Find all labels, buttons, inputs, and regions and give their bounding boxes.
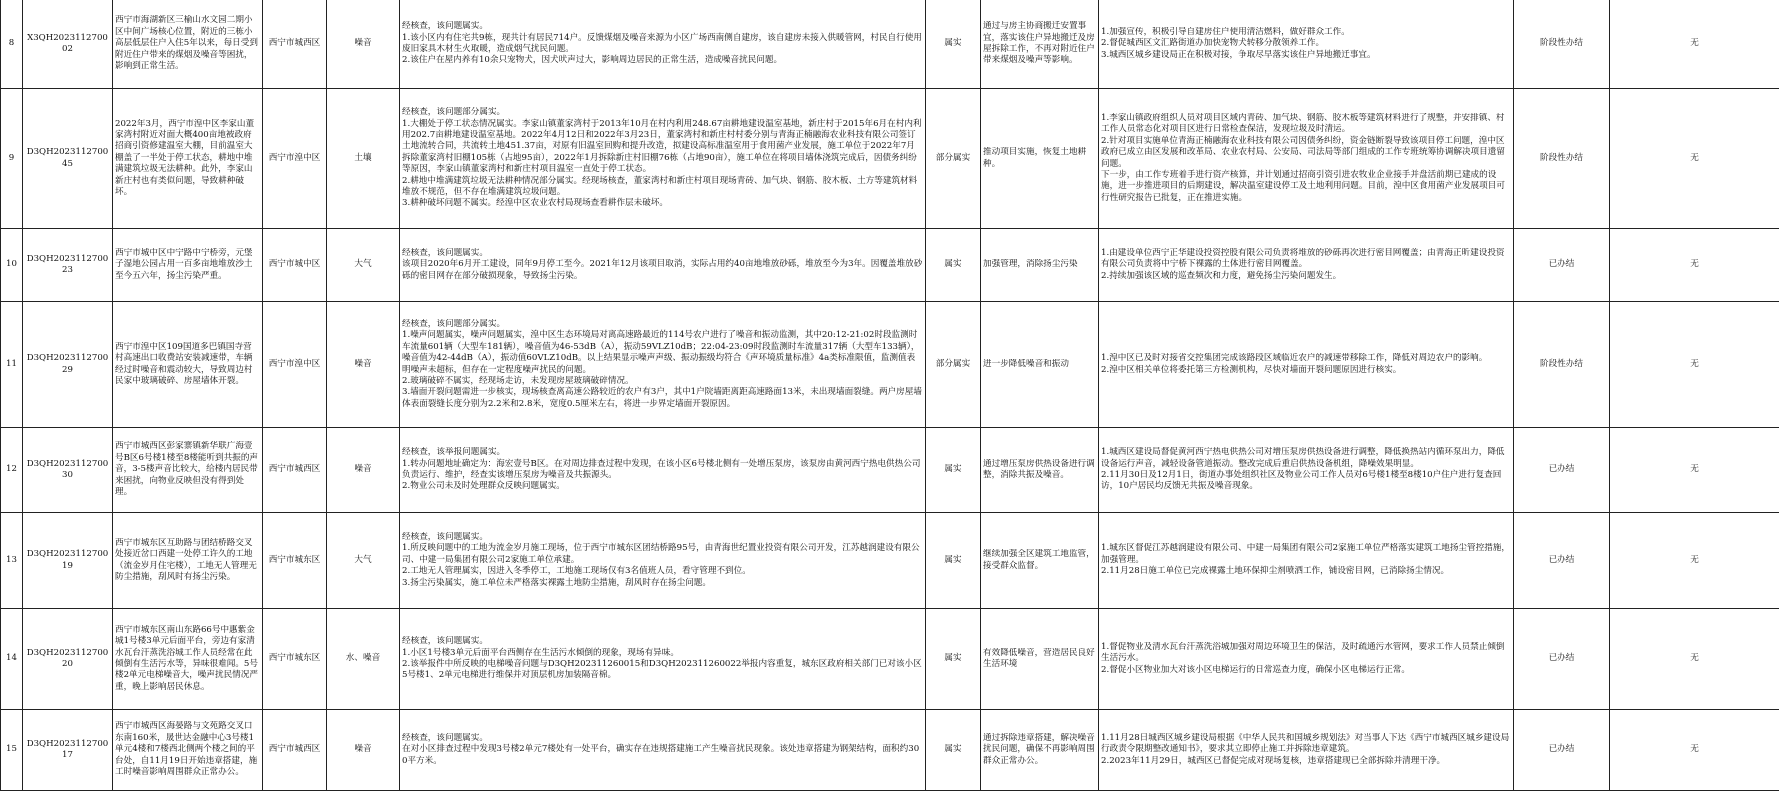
district: 西宁市城西区 (263, 0, 327, 89)
complaint-content (113, 302, 263, 428)
table-body (1, 0, 1779, 791)
investigation-text: 经核查，该问题属实。 在对小区排查过程中发现3号楼2单元7楼处有一处平台，确实存在违规搭建施工产生噪音扰民现象。该处违章搭建为钢架结构，面积约300平方米。 (402, 733, 923, 767)
verdict: 部分属实 (926, 89, 981, 229)
completion-status: 已办结 (1514, 428, 1610, 513)
measures-text: 1.加强宣传，积极引导自建房住户使用清洁燃料，做好群众工作。 2.督促城西区文汇路街道办加快宠物犬转移分散领养工作。 3.城西区城乡建设局正在积极对接，争取尽早落实该住户异地搬迁事宜。 (1101, 27, 1511, 61)
accountability: 无 (1610, 0, 1779, 89)
district: 西宁市城中区 (263, 229, 327, 302)
rectification-goal (981, 513, 1099, 609)
district: 西宁市湟中区 (263, 302, 327, 428)
measures-text: 1.城东区督促江苏越润建设有限公司、中建一局集团有限公司2家施工单位严格落实建筑工地扬尘管控措施，加强管理。 2.11月28日施工单位已完成裸露土地环保抑尘剂喷洒工作，铺设密目网，已消除扬尘情况。 (1101, 543, 1511, 577)
completion-status: 已办结 (1514, 710, 1610, 791)
district: 西宁市城西区 (263, 710, 327, 791)
verdict: 属实 (926, 428, 981, 513)
measures-text: 1.11月28日城西区城乡建设局根据《中华人民共和国城乡规划法》对当事人下达《西宁市城西区城乡建设局行政责令限期整改通知书》，要求其立即停止施工并拆除违章建筑。 2.2023年11月29日，城西区已督促完成对现场复核，违章搭建现已全部拆除并清理干净。 (1101, 733, 1511, 767)
investigation-result (400, 428, 926, 513)
district: 西宁市湟中区 (263, 89, 327, 229)
table-row (1, 89, 1779, 229)
row-number: 13 (1, 513, 23, 609)
case-code: D3QH202311270030 (23, 428, 113, 513)
accountability: 无 (1610, 513, 1779, 609)
measures (1099, 609, 1514, 710)
measures (1099, 89, 1514, 229)
district: 西宁市城西区 (263, 428, 327, 513)
investigation-result (400, 513, 926, 609)
investigation-result (400, 229, 926, 302)
complaint-content (113, 428, 263, 513)
accountability: 无 (1610, 710, 1779, 791)
goal-text: 进一步降低噪音和振动 (983, 359, 1096, 370)
investigation-text: 经核查，该问题属实。 该项目2020年6月开工建设，同年9月停工至今。2021年12月该项目取消，实际占用约40亩地堆放砂砾，堆放至今为3年。因覆盖堆放砂砾的密目网存在部分破损现象，导致扬尘污染。 (402, 248, 923, 282)
completion-status: 阶段性办结 (1514, 0, 1610, 89)
pollution-type: 噪音 (327, 428, 400, 513)
completion-status: 已办结 (1514, 609, 1610, 710)
goal-text: 加强管理，消除扬尘污染 (983, 259, 1096, 270)
case-code: D3QH202311270029 (23, 302, 113, 428)
measures-text: 1.由建设单位西宁正华建设投资控股有限公司负责将堆放的砂砾再次进行密目网覆盖；由青海正昕建设投资有限公司负责将中宁桥下裸露的土体进行密目网覆盖。 2.持续加强该区域的巡查频次和力度，避免扬尘污染问题发生。 (1101, 248, 1511, 282)
rectification-goal (981, 428, 1099, 513)
case-code: X3QH202311270002 (23, 0, 113, 89)
investigation-result (400, 89, 926, 229)
goal-text: 通过与房主协商搬迁安置事宜，落实该住户异地搬迁及房屋拆除工作，不再对附近住户带来煤烟及噪声等影响。 (983, 21, 1096, 67)
pollution-type: 噪音 (327, 710, 400, 791)
measures-text: 1.李家山镇政府组织人员对项目区域内青砖、加气块、钢筋、胶木板等建筑材料进行了规整，并安排镇、村工作人员常态化对项目区进行日常检查保洁，发现垃圾及时清运。 2.针对项目实施单位青海正楠融海农业科技有限公司因债务纠纷，资金链断裂导致该项目停工问题，湟中区政府已成立由区发展和改革局、农业农村局、公安局、司法局等部门组成的工作专班统筹协调解决项目遗留问题。 下一步，由工作专班着手进行资产核算，并计划通过招商引资引进农牧业企业接手并盘活前期已建成的设施，进一步推进项目的后期建设，解决温室建设停工及土地利用问题。目前，湟中区食用菌产业发展项目可行性研究报告已批复，正在推进实施。 (1101, 113, 1511, 204)
goal-text: 通过拆除违章搭建，解决噪音扰民问题，确保不再影响周围群众正常办公。 (983, 733, 1096, 767)
investigation-text: 经核查，该问题属实。 1.所反映问题中的工地为流金岁月施工现场，位于西宁市城东区团结桥路95号，由青海世纪置业投资有限公司开发，江苏越润建设有限公司、中建一局集团有限公司2家施工单位承建。 2.工地无人管理属实，因进入冬季停工，工地施工现场仅有3名值班人员，看守管理不到位。 3.扬尘污染属实，施工单位未严格落实裸露土地防尘措施，刮风时存在扬尘问题。 (402, 532, 923, 589)
row-number: 9 (1, 89, 23, 229)
measures (1099, 513, 1514, 609)
measures (1099, 302, 1514, 428)
investigation-text: 经核查，该问题部分属实。 1.大棚处于停工状态情况属实。李家山镇董家湾村于2013年10月在村内利用248.67亩耕地建设温室基地，新庄村于2015年6月在村内利用202.7亩耕地建设温室基地。2022年4月12日和2022年3月23日，董家湾村和新庄村村委分别与青海正楠融海农业科技有限公司签订土地流转合同，共流转土地451.37亩，对原有旧温室回购和提升改造，拟建设高标准温室用于食用菌产业发展，施工单位于2022年7月拆除董家湾村旧棚105栋（占地95亩），2022年1月拆除新庄村旧棚76栋（占地90亩），施工单位在将项目墙体浇筑完成后，因债务纠纷等原因，李家山镇董家湾村和新庄村项目温室一直处于停工状态。 2.耕地中堆满建筑垃圾无法耕种情况部分属实。经现场核查，董家湾村和新庄村项目现场青砖、加气块、钢筋、胶木板、土方等建筑材料堆放不规范，但不存在堆满建筑垃圾问题。 3.耕种破坏问题不属实。经湟中区农业农村局现场查看耕作层未破坏。 (402, 107, 923, 210)
complaint-content (113, 710, 263, 791)
completion-status: 已办结 (1514, 513, 1610, 609)
investigation-result (400, 609, 926, 710)
investigation-result (400, 710, 926, 791)
case-code: D3QH202311270019 (23, 513, 113, 609)
completion-status: 阶段性办结 (1514, 302, 1610, 428)
measures (1099, 0, 1514, 89)
completion-status: 已办结 (1514, 229, 1610, 302)
complaint-text: 西宁市城东区互助路与团结桥路交叉处接近岔口西建一处停工许久的工地（流金岁月住宅楼），工地无人管理无防尘措施，刮风时有扬尘污染。 (115, 538, 260, 584)
verdict: 属实 (926, 710, 981, 791)
table-row (1, 229, 1779, 302)
table-row (1, 513, 1779, 609)
completion-status: 阶段性办结 (1514, 89, 1610, 229)
complaint-text: 西宁市海湖新区三榆山水文园二期小区中间广场核心位置，附近的三栋小高层低层住户入住5年以来，每日受到附近住户带来的煤烟及噪音等困扰，影响到正常生活。 (115, 15, 260, 72)
complaint-text: 西宁市湟中区109国道多巴镇国寺营村高速出口收费站安装减速带，车辆经过时噪音和震动较大，导致周边村民家中玻璃破碎、房屋墙体开裂。 (115, 342, 260, 388)
accountability: 无 (1610, 89, 1779, 229)
verdict: 属实 (926, 609, 981, 710)
table-row (1, 710, 1779, 791)
complaint-text: 西宁市城东区南山东路66号中惠紫金城1号楼3单元后面平台，旁边有家清水瓦台汗蒸洗浴城工作人员经常在此倾倒有生活污水等，异味很难闻。5号楼2单元电梯噪音大，噪声扰民情况严重，晚上影响居民休息。 (115, 625, 260, 693)
complaint-content (113, 513, 263, 609)
table-row (1, 609, 1779, 710)
pollution-type: 噪音 (327, 0, 400, 89)
complaint-content (113, 609, 263, 710)
accountability: 无 (1610, 428, 1779, 513)
rectification-goal (981, 302, 1099, 428)
complaint-text: 西宁市城中区中宁路中宁桥旁，元堡子湿地公园占用一百多亩地堆放沙土至今五六年，扬尘污染严重。 (115, 248, 260, 282)
table-row (1, 302, 1779, 428)
case-code: D3QH202311270045 (23, 89, 113, 229)
row-number: 10 (1, 229, 23, 302)
accountability: 无 (1610, 609, 1779, 710)
row-number: 8 (1, 0, 23, 89)
pollution-type: 水、噪音 (327, 609, 400, 710)
goal-text: 推动项目实施，恢复土地耕种。 (983, 147, 1096, 170)
row-number: 11 (1, 302, 23, 428)
goal-text: 通过增压泵房供热设备进行调整，消除共振及噪音。 (983, 459, 1096, 482)
measures-text: 1.城西区建设局督促黄河西宁热电供热公司对增压泵房供热设备进行调整，降低换热站内循环泵出力，降低设备运行声音，减轻设备管道振动。整改完成后重启供热设备机组，降噪效果明显。 2.11月30日及12月1日，街道办事处组织社区及物业公司工作人员对6号楼1楼至8楼10户住户进行复查回访，10户居民均反馈无共振及噪音现象。 (1101, 447, 1511, 493)
goal-text: 继续加强全区建筑工地监管，接受群众监督。 (983, 549, 1096, 572)
verdict: 属实 (926, 229, 981, 302)
case-code: D3QH202311270017 (23, 710, 113, 791)
verdict: 属实 (926, 513, 981, 609)
investigation-text: 经核查，该举报问题属实。 1.转办问题地址确定为：海宏壹号B区。在对周边排查过程中发现，在该小区6号楼北侧有一处增压泵房，该泵房由黄河西宁热电供热公司负责运行、维护，经查实该增压泵房为噪音及共振源头。 2.物业公司未及时处理群众反映问题属实。 (402, 447, 923, 493)
measures-text: 1.督促物业及清水瓦台汗蒸洗浴城加强对周边环境卫生的保洁，及时疏通污水管网，要求工作人员禁止倾倒生活污水。 2.督促小区物业加大对该小区电梯运行的日常巡查力度，确保小区电梯运行正常。 (1101, 642, 1511, 676)
case-code: D3QH202311270020 (23, 609, 113, 710)
pollution-type: 大气 (327, 513, 400, 609)
rectification-goal (981, 609, 1099, 710)
complaint-content (113, 89, 263, 229)
rectification-goal (981, 229, 1099, 302)
row-number: 15 (1, 710, 23, 791)
investigation-text: 经核查，该问题属实。 1.该小区内有住宅共9栋，现共计有居民714户。反馈煤烟及噪音来源为小区广场西南侧自建房，该自建房未接入供暖管网，村民自行使用废旧家具木材生火取暖，造成烟气扰民问题。 2.该住户在屋内养有10余只宠物犬，因犬吠声过大，影响周边居民的正常生活，造成噪音扰民问题。 (402, 21, 923, 67)
accountability: 无 (1610, 302, 1779, 428)
complaint-text: 西宁市城西区海晏路与文苑路交叉口东南160米，晟世达金融中心3号楼1单元4楼和7楼西北侧两个楼之间的平台处，自11月19日开始违章搭建，施工时噪音影响周围群众正常办公。 (115, 721, 260, 778)
rectification-goal (981, 0, 1099, 89)
table-row (1, 0, 1779, 89)
pollution-type: 噪音 (327, 302, 400, 428)
complaint-content (113, 229, 263, 302)
complaint-text: 西宁市城西区彭家寨镇新华联广海壹号B区6号楼1楼至8楼能听到共振的声音，3-5楼声音比较大，给楼内居民带来困扰，向物业反映但没有得到处理。 (115, 441, 260, 498)
measures (1099, 229, 1514, 302)
complaint-text: 2022年3月，西宁市湟中区李家山董家湾村附近对面大概400亩地被政府招商引资修建温室大棚，目前温室大棚盖了一半处于停工状态，耕地中堆满建筑垃圾无法耕种。此外，李家山新庄村也有类似问题，导致耕种破坏。 (115, 119, 260, 199)
investigation-result (400, 302, 926, 428)
verdict: 部分属实 (926, 302, 981, 428)
investigation-result (400, 0, 926, 89)
measures-text: 1.湟中区已及时对接省交控集团完成该路段区域临近农户的减速带移除工作，降低对周边农户的影响。 2.湟中区相关单位将委托第三方检测机构，尽快对墙面开裂问题原因进行核实。 (1101, 353, 1511, 376)
accountability: 无 (1610, 229, 1779, 302)
row-number: 12 (1, 428, 23, 513)
district: 西宁市城东区 (263, 513, 327, 609)
goal-text: 有效降低噪音，营造居民良好生活环境 (983, 648, 1096, 671)
rectification-goal (981, 89, 1099, 229)
measures (1099, 428, 1514, 513)
rectification-goal (981, 710, 1099, 791)
investigation-text: 经核查，该问题属实。 1.小区1号楼3单元后面平台西侧存在生活污水倾倒的现象，现场有异味。 2.该举报件中所反映的电梯噪音问题与D3QH202311260015和D3QH202311260022举报内容重复，城东区政府相关部门已对该小区5号楼1、2单元电梯进行维保并对顶层机房加装隔音棉。 (402, 636, 923, 682)
verdict: 属实 (926, 0, 981, 89)
pollution-type: 大气 (327, 229, 400, 302)
complaint-content (113, 0, 263, 89)
row-number: 14 (1, 609, 23, 710)
case-code: D3QH202311270023 (23, 229, 113, 302)
table-row (1, 428, 1779, 513)
measures (1099, 710, 1514, 791)
investigation-text: 经核查，该问题部分属实。 1.噪声问题属实，噪声问题属实，湟中区生态环境局对离高速路最近的114号农户进行了噪音和振动监测，其中20:12-21:02时段监测时车流量601辆（大型车181辆），噪音值为46-53dB（A），振动59VLZ10dB；22:04-23:09时段监测时车流量317辆（大型车133辆），噪音值为42-44dB（A），振动值60VLZ10dB。以上结果显示噪声声级、振动振级均符合《声环境质量标准》4a类标准限值，监测值表明噪声未超标，但存在一定程度噪声扰民的问题。 2.玻璃破碎不属实，经现场走访，未发现房屋玻璃破碎情况。 3.墙面开裂问题需进一步核实，现场核查离高速公路较近的农户有3户，其中1户院墙距离距高速路面13米，未出现墙面裂缝。两户房屋墙体表面裂缝长度分别为2.2米和2.8米，宽度0.5厘米左右，将进一步界定墙面开裂原因。 (402, 319, 923, 410)
pollution-type: 土壤 (327, 89, 400, 229)
district: 西宁市城东区 (263, 609, 327, 710)
